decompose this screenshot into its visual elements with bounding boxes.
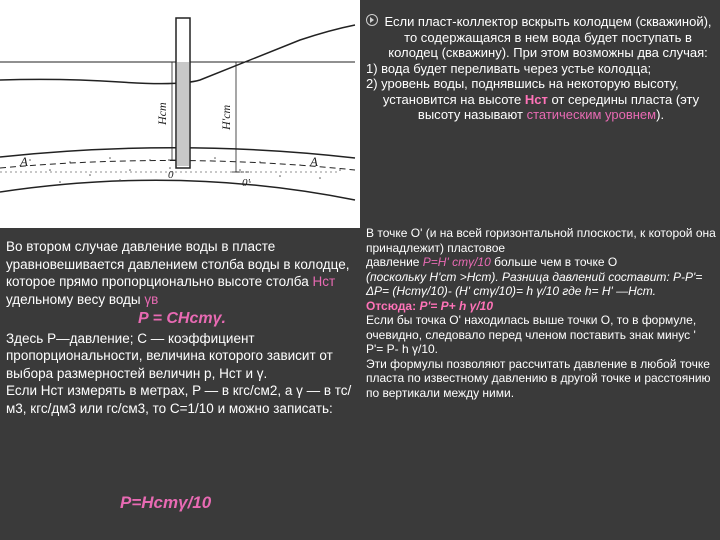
case-two: 2) уровень воды, поднявшись на некоторую высоту, xyxy=(366,76,679,91)
hence-formula: P'= P+ h γ/10 xyxy=(419,298,494,313)
pressure-difference: (поскольку H'ст >Hст). Разница давлений составит: P-P'= ΔP= (Нстγ/10)- (H' стγ/10)= h γ/10 где h= H' —Hст. xyxy=(366,269,703,298)
static-level-term: статическим уровнем xyxy=(526,107,657,122)
hence-line: Отсюда: P'= P+ h γ/10 xyxy=(366,298,494,313)
label-hst-prime: H'ст xyxy=(219,104,233,130)
formula-final: P=Hстγ/10 xyxy=(120,493,212,512)
middle-left-text xyxy=(6,238,358,417)
definitions-paragraph: Здесь P—давление; C — коэффициент пропорциональности, величина которого зависит от выбора размерностей величин p, Нст и γ. xyxy=(6,330,333,381)
label-o: 0 xyxy=(168,169,174,181)
minus-case: Если бы точка O' находилась выше точки O, то в формуле, очевидно, следовало перед членом поставить знак минус ' P'= P- h γ/10. xyxy=(366,313,697,356)
pressure-formula-line: давление P=H' стγ/10 больше чем в точке O xyxy=(366,255,618,269)
hst-highlight: Нст xyxy=(524,91,548,107)
label-a-left: A xyxy=(20,154,28,169)
pressure-formula: P=H' стγ/10 xyxy=(422,255,491,269)
label-a-right: A xyxy=(310,154,318,169)
formulas-usage: Эти формулы позволяют рассчитать давление в любой точке пласта по известному давлению в другой точке и расстоянию по вертикали между ними. xyxy=(366,356,711,400)
gamma-water-term: γв xyxy=(144,291,159,307)
formula-p-chst: P = CHстγ. xyxy=(138,310,226,327)
label-hst: Hст xyxy=(155,102,169,125)
paragraph-intro: Если пласт-коллектор вскрыть колодцем (скважиной), то содержащаяся в нем вода будет поступать в колодец (скважину). При этом возможны два случая: xyxy=(384,14,712,60)
top-right-text xyxy=(366,14,716,123)
middle-right-text xyxy=(366,226,716,400)
aquifer-well-diagram xyxy=(0,0,360,228)
case-one: 1) вода будет переливать через устье колодца; xyxy=(366,60,652,76)
hst-term: Нст xyxy=(312,274,336,289)
second-case-paragraph: Во втором случае давление воды в пласте уравновешивается давлением столба воды в колодце, которое прямо пропорционально высоте столба Нст удельному весу воды γв xyxy=(6,239,350,307)
static-height-line: установится на высоте Нст от середины пласта (эту xyxy=(382,91,700,107)
static-level-line: высоту называют статическим уровнем). xyxy=(417,107,665,122)
point-o-prime-intro: В точке O' (и на всей горизонтальной плоскости, к которой она принадлежит) пластовое xyxy=(366,226,716,255)
units-paragraph: Если Нст измерять в метрах, P — в кгс/см2, а γ — в тс/м3, кгс/дм3 или гс/см3, то C=1/10 и можно записать: xyxy=(6,383,352,416)
label-o-prime: 0' xyxy=(242,177,250,189)
